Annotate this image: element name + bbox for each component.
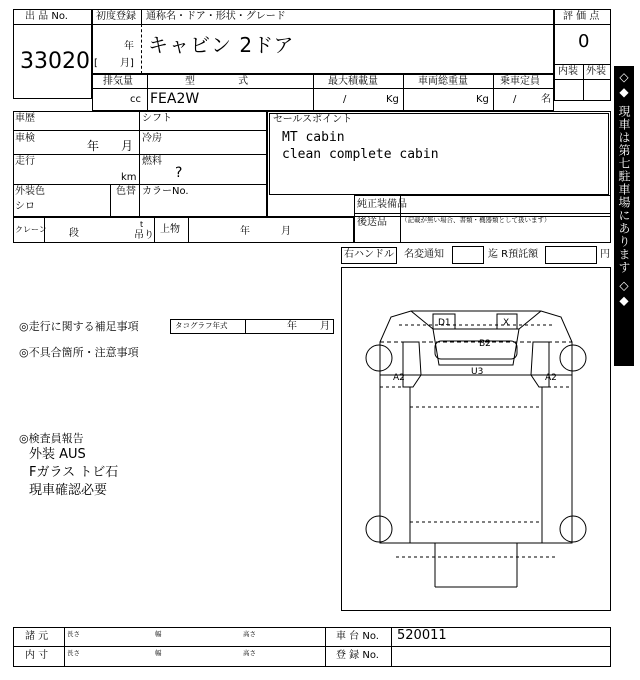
sales-line-1: MT cabin: [282, 130, 345, 145]
lot-label: 出 品 No.: [25, 11, 68, 22]
chassis-outline: [380, 375, 572, 543]
crane-label: クレーン: [15, 225, 47, 234]
mark-d1: D1: [438, 318, 451, 328]
footer-box: [13, 627, 611, 667]
driving-notes-title: ◎走行に関する補足事項: [19, 320, 139, 333]
model-name: キャビン 2ドア: [148, 33, 295, 57]
mark-a2-right: A2: [545, 373, 557, 383]
inspector-line-1: 外装 AUS: [29, 447, 86, 462]
mark-u3: U3: [471, 367, 484, 377]
inspector-line-3: 現車確認必要: [29, 483, 108, 498]
gross-weight-unit: Kg: [476, 94, 489, 105]
model-label: 通称名・ドア・形状・グレード: [146, 11, 286, 22]
chassis-label: 車 台 No.: [336, 631, 379, 642]
type-value: FEA2W: [150, 91, 200, 107]
name-change-box: [452, 246, 484, 264]
accessory-label: 後送品: [357, 217, 387, 228]
exterior-color-value: シロ: [15, 201, 35, 212]
reg-label: 登 録 No.: [336, 650, 379, 661]
inner-length: 長さ: [67, 649, 80, 657]
shift-label: シフト: [142, 113, 172, 124]
mark-x: X: [503, 318, 510, 328]
truck-diagram: [341, 267, 611, 611]
capacity-unit: 名: [541, 94, 551, 105]
crane-box: [13, 217, 354, 243]
max-load-unit: Kg: [386, 94, 399, 105]
loaded-month: 月: [281, 226, 291, 237]
inner-width: 幅: [155, 649, 162, 657]
mileage-label: 走行: [15, 156, 35, 167]
score-value: 0: [578, 31, 590, 52]
spec-length: 長さ: [67, 630, 80, 638]
name-change-label: 名変通知: [404, 249, 444, 260]
displacement-unit: cc: [130, 94, 141, 105]
max-load-label: 最大積載量: [328, 76, 378, 87]
sales-line-2: clean complete cabin: [282, 147, 439, 162]
fuel-label: 燃料: [142, 156, 162, 167]
details-box: [13, 111, 267, 217]
loaded-label: 上物: [160, 224, 180, 235]
cab-left-side: [403, 342, 421, 387]
genuine-label: 純正装備品: [357, 199, 407, 210]
first-reg-label: 初度登録: [96, 11, 136, 22]
cab-roof: [433, 329, 519, 365]
gross-weight-label: 車両総重量: [418, 76, 468, 87]
history-label: 車歴: [15, 113, 35, 124]
parking-banner-text: ◇◆ 現車は第七駐車場にあります ◇◆: [617, 70, 631, 309]
defect-notes-title: ◎不具合箇所・注意事項: [19, 346, 139, 359]
interior-label: 内装: [558, 66, 578, 77]
sales-label: セールスポイント: [273, 114, 353, 125]
inner-label: 内 寸: [25, 650, 49, 661]
inspection-label: 車検: [15, 133, 35, 144]
front-right-wheel: [560, 345, 586, 371]
exterior-label: 外装: [586, 66, 606, 77]
spec-width: 幅: [155, 630, 162, 638]
tachograph-label: タコグラフ年式: [175, 321, 228, 330]
score-label: 評 価 点: [563, 11, 600, 22]
deposit-box: [545, 246, 597, 264]
windshield: [435, 341, 517, 359]
yen-label: 円: [600, 249, 610, 260]
inspector-line-2: Fガラス トビ石: [29, 465, 119, 480]
color-no-label: カラーNo.: [142, 186, 189, 197]
chassis-value: 520011: [397, 628, 447, 643]
max-load-slash: /: [343, 94, 347, 105]
inspector-title: ◎検査員報告: [19, 432, 84, 445]
first-reg-year-unit: 年: [124, 41, 134, 52]
capacity-label: 乗車定員: [500, 76, 540, 87]
bed-left-rail: [380, 387, 410, 543]
lift-label: 吊り: [134, 230, 154, 241]
exterior-color-label: 外装色: [15, 186, 45, 197]
lot-number: 33020: [20, 49, 90, 74]
spec-height: 高さ: [243, 630, 256, 638]
front-left-wheel: [366, 345, 392, 371]
accessory-note: （記載が無い場合、書類・機器類として扱います）: [401, 216, 551, 224]
deposit-label: 迄 R預託額: [488, 249, 539, 260]
parking-banner: [614, 66, 634, 366]
mark-b2: B2: [479, 339, 491, 349]
first-reg-month-open: [: [94, 58, 98, 69]
mark-a2-left: A2: [393, 373, 405, 383]
stage-label: 段: [69, 228, 79, 239]
bed-right-rail: [542, 387, 572, 543]
loaded-year: 年: [240, 226, 250, 237]
fuel-value: ?: [175, 165, 183, 181]
capacity-slash: /: [513, 94, 517, 105]
rear-right-wheel: [560, 516, 586, 542]
inspection-year: 年: [87, 139, 100, 153]
tacho-year: 年: [287, 321, 297, 332]
inner-height: 高さ: [243, 649, 256, 657]
rear-left-wheel: [366, 516, 392, 542]
ac-label: 冷房: [142, 133, 162, 144]
mileage-unit: km: [121, 172, 137, 183]
inspection-month: 月: [121, 139, 134, 153]
tacho-month: 月: [320, 321, 330, 332]
first-reg-month-unit: 月]: [120, 58, 134, 69]
displacement-label: 排気量: [103, 76, 133, 87]
rhd-label: 右ハンドル: [344, 249, 394, 260]
type-label: 型 式: [185, 76, 269, 87]
spec-label: 諸 元: [25, 631, 49, 642]
color-change-label: 色替: [116, 186, 136, 197]
ton-label: t: [140, 220, 144, 229]
